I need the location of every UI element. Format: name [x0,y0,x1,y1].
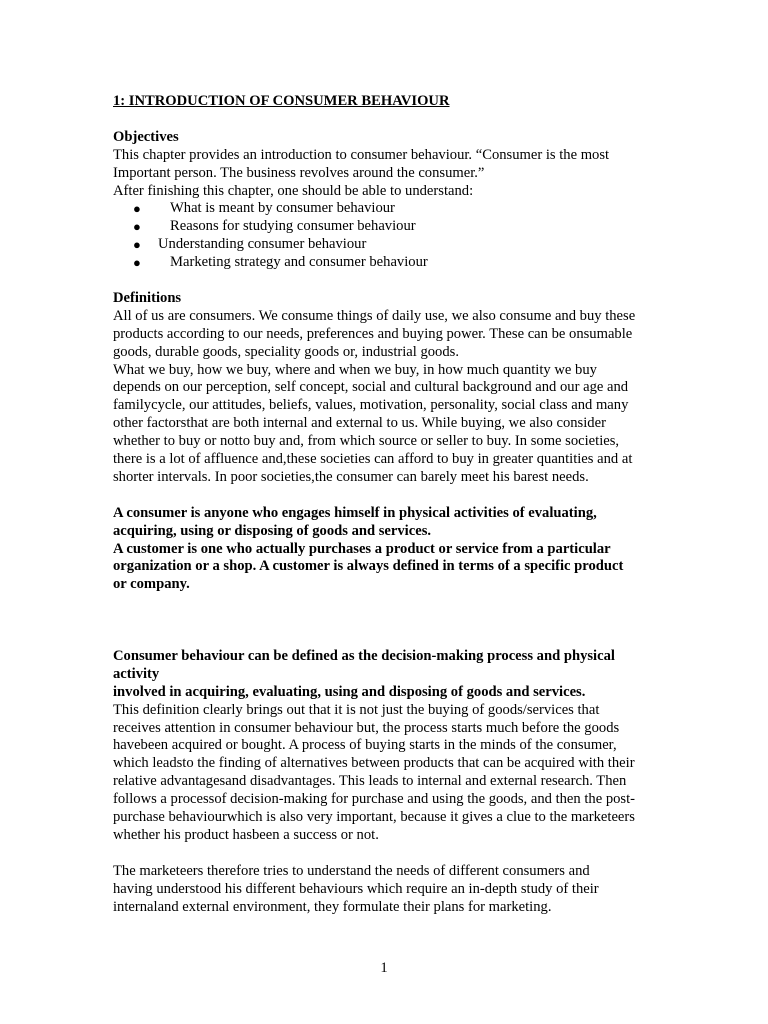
customer-definition: A customer is one who actually purchases a product or service from a particular [113,540,611,557]
body-line: whether his product hasbeen a success or not. [113,827,379,844]
consumer-definition: acquiring, using or disposing of goods and services. [113,522,432,539]
objectives-line: After finishing this chapter, one should be able to understand: [113,182,474,199]
list-item-text: Marketing strategy and consumer behaviour [170,254,428,271]
list-item [113,218,658,236]
customer-definition: or company. [113,576,190,593]
objectives-line: This chapter provides an introduction to consumer behaviour. “Consumer is the most [113,146,610,163]
list-item-text: Understanding consumer behaviour [158,236,367,253]
body-line: other factorsthat are both internal and external to us. While buying, we also consider [113,415,606,432]
list-item [113,200,658,218]
body-line: This definition clearly brings out that it is not just the buying of goods/services that [113,701,600,718]
customer-definition: organization or a shop. A customer is always defined in terms of a specific product [113,558,624,575]
spacer [113,845,658,863]
list-item [113,254,658,272]
behaviour-definition: activity [113,665,160,682]
body-line: follows a processof decision-making for purchase and using the goods, and then the post- [113,791,636,808]
bullet-icon: ● [133,237,141,253]
body-line: there is a lot of affluence and,these societies can afford to buy in greater quantities and at [113,451,633,468]
behaviour-definition: involved in acquiring, evaluating, using and disposing of goods and services. [113,683,586,700]
body-line: havebeen acquired or bought. A process of buying starts in the minds of the consumer, [113,737,617,754]
document-page [113,93,658,917]
body-line: internaland external environment, they formulate their plans for marketing. [113,898,552,915]
body-line: receives attention in consumer behaviour but, the process starts much before the goods [113,719,620,736]
spacer [113,272,658,290]
body-line: What we buy, how we buy, where and when we buy, in how much quantity we buy [113,361,597,378]
behaviour-definition: Consumer behaviour can be defined as the decision-making process and physical [113,647,615,664]
spacer [113,594,658,648]
body-line: The marketeers therefore tries to understand the needs of different consumers and [113,862,590,879]
objectives-list [113,200,658,272]
body-line: products according to our needs, preferences and buying power. These can be onsumable [113,325,633,342]
consumer-definition: A consumer is anyone who engages himself in physical activities of evaluating, [113,504,597,521]
list-item [113,236,658,254]
body-line: having understood his different behaviours which require an in-depth study of their [113,880,599,897]
body-line: depends on our perception, self concept, social and cultural background and our age and [113,379,629,396]
body-line: All of us are consumers. We consume things of daily use, we also consume and buy these [113,307,636,324]
body-line: whether to buy or notto buy and, from which source or seller to buy. In some societies, [113,433,620,450]
bullet-icon: ● [133,201,141,217]
body-line: relative advantagesand disadvantages. This leads to internal and external research. Then [113,773,627,790]
spacer [113,111,658,129]
objectives-line: Important person. The business revolves around the consumer.” [113,164,485,181]
definitions-heading: Definitions [113,289,182,306]
body-line: shorter intervals. In poor societies,the consumer can barely meet his barest needs. [113,468,589,485]
body-line: familycycle, our attitudes, beliefs, values, motivation, personality, social class and many [113,397,629,414]
page-number: 1 [380,960,388,976]
spacer [113,487,658,505]
body-line: which leadsto the finding of alternatives between products that can be acquired with their [113,755,635,772]
bullet-icon: ● [133,219,141,235]
body-line: purchase behaviourwhich is also very important, because it gives a clue to the marketeers [113,809,635,826]
list-item-text: Reasons for studying consumer behaviour [170,218,416,235]
objectives-heading: Objectives [113,128,179,145]
list-item-text: What is meant by consumer behaviour [170,200,395,217]
bullet-icon: ● [133,255,141,271]
body-line: goods, durable goods, speciality goods or, industrial goods. [113,343,459,360]
chapter-title: 1: INTRODUCTION OF CONSUMER BEHAVIOUR [113,93,450,109]
